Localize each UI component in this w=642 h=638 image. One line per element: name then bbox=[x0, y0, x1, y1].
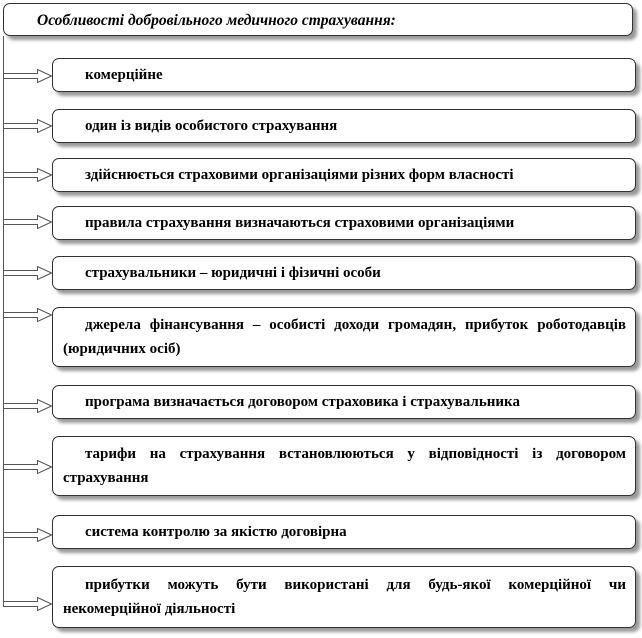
feature-text: правила страхування визначаються страховими організаціями bbox=[85, 215, 515, 231]
feature-text: здійснюється страховими організаціями різних форм власності bbox=[85, 167, 514, 183]
feature-box-program bbox=[52, 385, 636, 419]
feature-text: страхувальники – юридичні і фізичні особи bbox=[85, 265, 381, 281]
arrow-icon bbox=[3, 266, 52, 280]
feature-box-quality-control bbox=[52, 515, 636, 549]
arrow-icon bbox=[3, 308, 52, 322]
feature-text: комерційне bbox=[85, 67, 163, 83]
arrow-icon bbox=[3, 597, 52, 611]
arrow-icon bbox=[3, 215, 52, 229]
arrow-icon bbox=[3, 69, 52, 83]
arrow-icon bbox=[3, 119, 52, 133]
feature-box-personal-insurance bbox=[52, 109, 636, 143]
feature-box-commercial bbox=[52, 58, 636, 92]
arrow-icon bbox=[3, 399, 52, 413]
feature-text: джерела фінансування – особисті доходи громадян, прибуток роботодавців (юридичних осіб) bbox=[63, 317, 626, 357]
feature-box-rules bbox=[52, 206, 636, 240]
feature-box-funding-sources bbox=[52, 307, 636, 367]
diagram-title-box bbox=[3, 3, 633, 36]
feature-box-profits bbox=[52, 566, 636, 628]
feature-box-policyholders bbox=[52, 256, 636, 290]
feature-box-tariffs bbox=[52, 436, 636, 496]
arrow-icon bbox=[3, 528, 52, 542]
feature-text: програма визначається договором страховика і страхувальника bbox=[85, 394, 520, 410]
feature-box-organizations bbox=[52, 158, 636, 192]
arrow-icon bbox=[3, 168, 52, 182]
feature-text: тарифи на страхування встановлюються у відповідності із договором страхування bbox=[63, 446, 626, 486]
feature-text: система контролю за якістю договірна bbox=[85, 524, 347, 540]
feature-text: один із видів особистого страхування bbox=[85, 118, 338, 134]
diagram-title: Особливості добровільного медичного страхування: bbox=[37, 12, 396, 29]
feature-text: прибутки можуть бути використані для будь-якої комерційної чи некомерційної діяльності bbox=[63, 577, 626, 617]
arrow-icon bbox=[3, 460, 52, 474]
